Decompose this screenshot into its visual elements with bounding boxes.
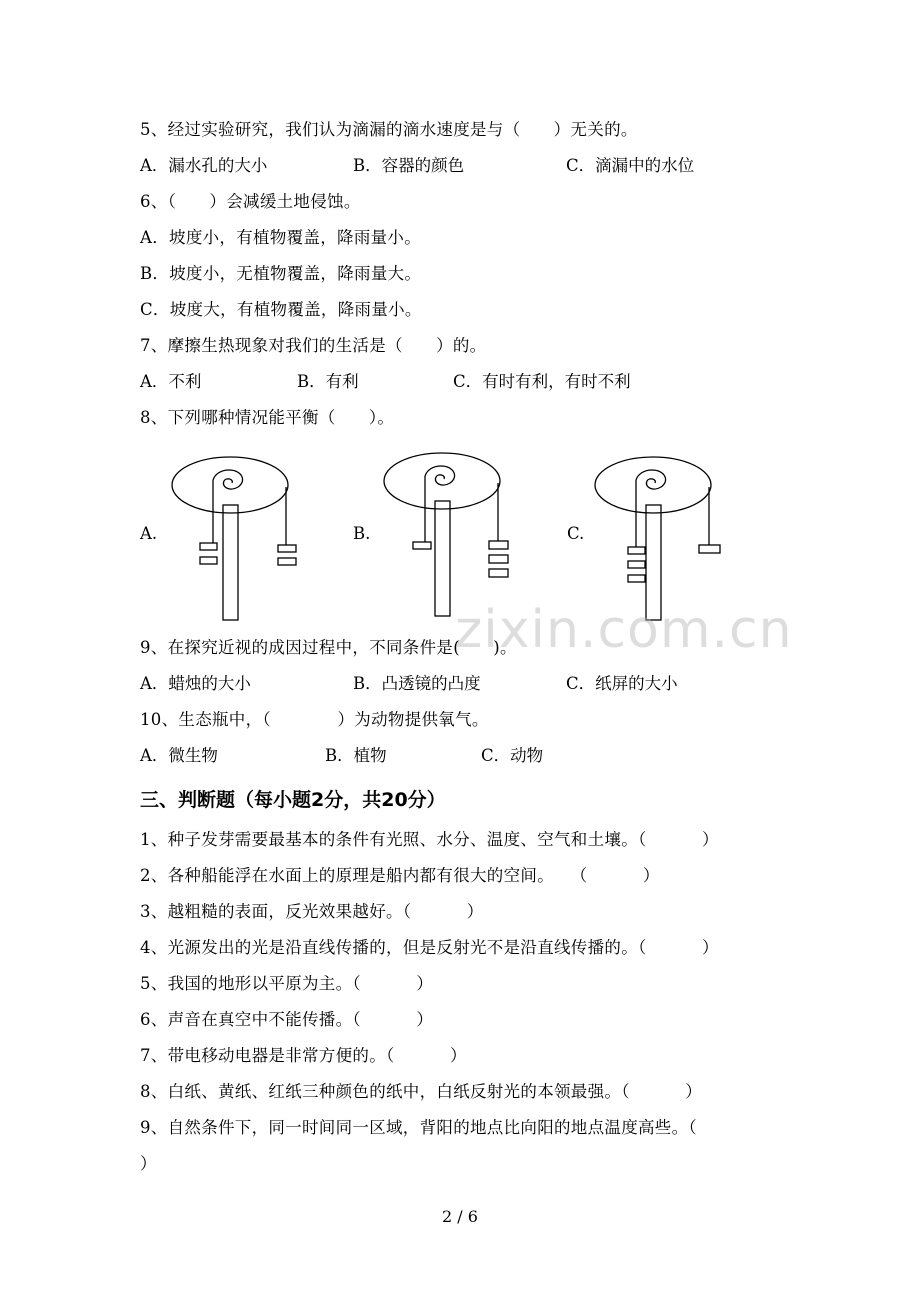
judgment-8: 8、白纸、黄纸、红纸三种颜色的纸中，白纸反射光的本领最强。（ ）	[140, 1082, 702, 1101]
q8-label-c: C.	[567, 524, 585, 543]
q9-option-a: A．蜡烛的大小	[140, 674, 251, 693]
judgment-6: 6、声音在真空中不能传播。（ ）	[140, 1010, 434, 1029]
judgment-3: 3、越粗糙的表面，反光效果越好。（ ）	[140, 902, 484, 921]
judgment-1: 1、种子发芽需要最基本的条件有光照、水分、温度、空气和土壤。（ ）	[140, 830, 719, 849]
q6-option-a: A．坡度小，有植物覆盖，降雨量小。	[140, 228, 422, 247]
watermark: zixin.com.cn	[455, 600, 793, 660]
judgment-4: 4、光源发出的光是沿直线传播的，但是反射光不是沿直线传播的。（ ）	[140, 938, 719, 957]
judgment-9-continued: ）	[140, 1154, 157, 1173]
q7-stem: 7、摩擦生热现象对我们的生活是（ ）的。	[140, 336, 487, 355]
q5-option-c: C．滴漏中的水位	[566, 156, 695, 175]
q7-option-c: C．有时有利，有时不利	[453, 372, 631, 391]
q10-stem: 10、生态瓶中，（ ）为动物提供氧气。	[140, 710, 489, 729]
q6-option-c: C．坡度大，有植物覆盖，降雨量小。	[140, 300, 422, 319]
judgment-7: 7、带电移动电器是非常方便的。（ ）	[140, 1046, 467, 1065]
q10-option-a: A．微生物	[140, 746, 218, 765]
wheel-figure-b	[384, 453, 508, 616]
judgment-2: 2、各种船能浮在水面上的原理是船内都有很大的空间。 （ ）	[140, 866, 660, 885]
q9-option-c: C．纸屏的大小	[566, 674, 678, 693]
judgment-5: 5、我国的地形以平原为主。（ ）	[140, 974, 434, 993]
q9-options	[140, 674, 840, 694]
q5-option-a: A．漏水孔的大小	[140, 156, 268, 175]
q6-option-b: B．坡度小，无植物覆盖，降雨量大。	[140, 264, 422, 283]
section-heading: 三、判断题（每小题2分，共20分）	[140, 789, 446, 811]
q9-option-b: B．凸透镜的凸度	[353, 674, 481, 693]
q8-stem: 8、下列哪种情况能平衡（ ）。	[140, 408, 395, 427]
q5-stem: 5、经过实验研究，我们认为滴漏的滴水速度是与（ ）无关的。	[140, 120, 638, 139]
q5-options	[140, 156, 840, 176]
page-number: 2 / 6	[442, 1207, 478, 1226]
q7-option-b: B．有利	[297, 372, 359, 391]
q8-label-b: B.	[353, 524, 371, 543]
q7-option-a: A．不利	[140, 372, 202, 391]
q10-option-b: B．植物	[325, 746, 387, 765]
judgment-9: 9、自然条件下，同一时间同一区域，背阳的地点比向阳的地点温度高些。（	[140, 1118, 697, 1137]
q7-options	[140, 372, 840, 392]
balance-wheel-diagrams	[160, 445, 740, 625]
q10-options	[140, 746, 840, 766]
q6-stem: 6、（ ）会减缓土地侵蚀。	[140, 192, 361, 211]
q5-option-b: B．容器的颜色	[353, 156, 465, 175]
q9-stem: 9、在探究近视的成因过程中，不同条件是( )。	[140, 638, 517, 657]
q10-option-c: C．动物	[481, 746, 544, 765]
wheel-figure-a	[172, 457, 296, 620]
wheel-figure-c	[595, 457, 720, 620]
q8-label-a: A.	[140, 524, 158, 543]
